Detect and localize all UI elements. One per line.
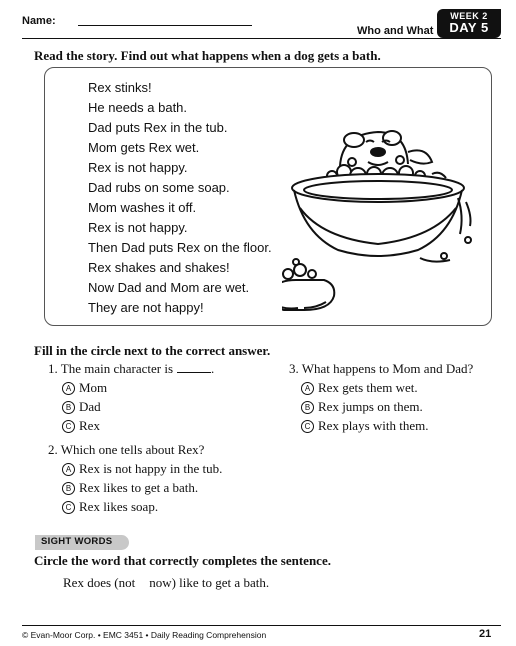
sentence-start[interactable]: Rex does (not [63,575,136,590]
page-number: 21 [479,628,492,640]
q2-option-b[interactable] [62,478,222,497]
answer-circle[interactable]: C [62,420,75,433]
answer-circle[interactable]: A [62,382,75,395]
story-line: Then Dad puts Rex on the floor. [88,240,272,255]
option-label: Rex [79,418,100,433]
answer-circle[interactable]: B [62,401,75,414]
answer-blank [177,372,211,373]
option-label: Rex is not happy in the tub. [79,461,223,476]
q3-option-a[interactable] [301,378,473,397]
question-1-end: . [211,361,215,376]
q3-option-b[interactable] [301,397,473,416]
option-label: Rex likes to get a bath. [79,480,199,495]
question-3 [289,361,473,435]
question-1-text: 1. The main character is [48,361,174,376]
answer-circle[interactable]: A [62,463,75,476]
sight-words-label: SIGHT WORDS [41,536,113,547]
answer-circle[interactable]: B [301,401,314,414]
sentence-end[interactable]: now) like to get a bath. [149,575,270,590]
story-line: Rex shakes and shakes! [88,260,230,275]
question-3-text: 3. What happens to Mom and Dad? [289,361,474,376]
option-label: Rex gets them wet. [318,380,418,395]
name-label: Name: [22,15,56,27]
story-line: Rex stinks! [88,80,152,95]
story-line: Dad puts Rex in the tub. [88,120,228,135]
sight-words-instruction: Circle the word that correctly completes the sentence. [34,553,331,568]
story-line: He needs a bath. [88,100,188,115]
story-line: Rex is not happy. [88,160,188,175]
story-line: Rex is not happy. [88,220,188,235]
q3-option-c[interactable] [301,416,473,435]
day-label: DAY 5 [449,20,489,35]
answer-circle[interactable]: C [62,501,75,514]
option-label: Mom [79,380,108,395]
quiz-instruction: Fill in the circle next to the correct answer. [34,343,271,358]
q2-option-c[interactable] [62,497,222,516]
story-line: Dad rubs on some soap. [88,180,230,195]
answer-circle[interactable]: C [301,420,314,433]
q2-option-a[interactable] [62,459,222,478]
header-rule [22,38,501,39]
question-2-text: 2. Which one tells about Rex? [48,442,205,457]
story-text [88,78,272,318]
week-day-badge [437,9,501,38]
unit-title: Who and What [357,25,434,37]
q1-option-b[interactable] [62,397,214,416]
option-label: Dad [79,399,101,414]
story-instruction: Read the story. Find out what happens when a dog gets a bath. [34,48,381,63]
story-line: Mom gets Rex wet. [88,140,200,155]
question-1 [48,361,214,435]
q1-option-a[interactable] [62,378,214,397]
name-line [78,25,252,26]
answer-circle[interactable]: B [62,482,75,495]
week-label: WEEK 2 [450,11,488,21]
option-label: Rex jumps on them. [318,399,423,414]
q1-option-c[interactable] [62,416,214,435]
footer-rule [22,625,501,626]
dog-in-tub-icon [282,116,478,322]
option-label: Rex plays with them. [318,418,429,433]
story-line: Now Dad and Mom are wet. [88,280,250,295]
copyright-text: © Evan-Moor Corp. • EMC 3451 • Daily Reading Comprehension [22,630,267,640]
story-line: They are not happy! [88,300,204,315]
option-label: Rex likes soap. [79,499,159,514]
answer-circle[interactable]: A [301,382,314,395]
story-line: Mom washes it off. [88,200,197,215]
question-2 [48,442,222,516]
sight-words-sentence [63,575,269,591]
